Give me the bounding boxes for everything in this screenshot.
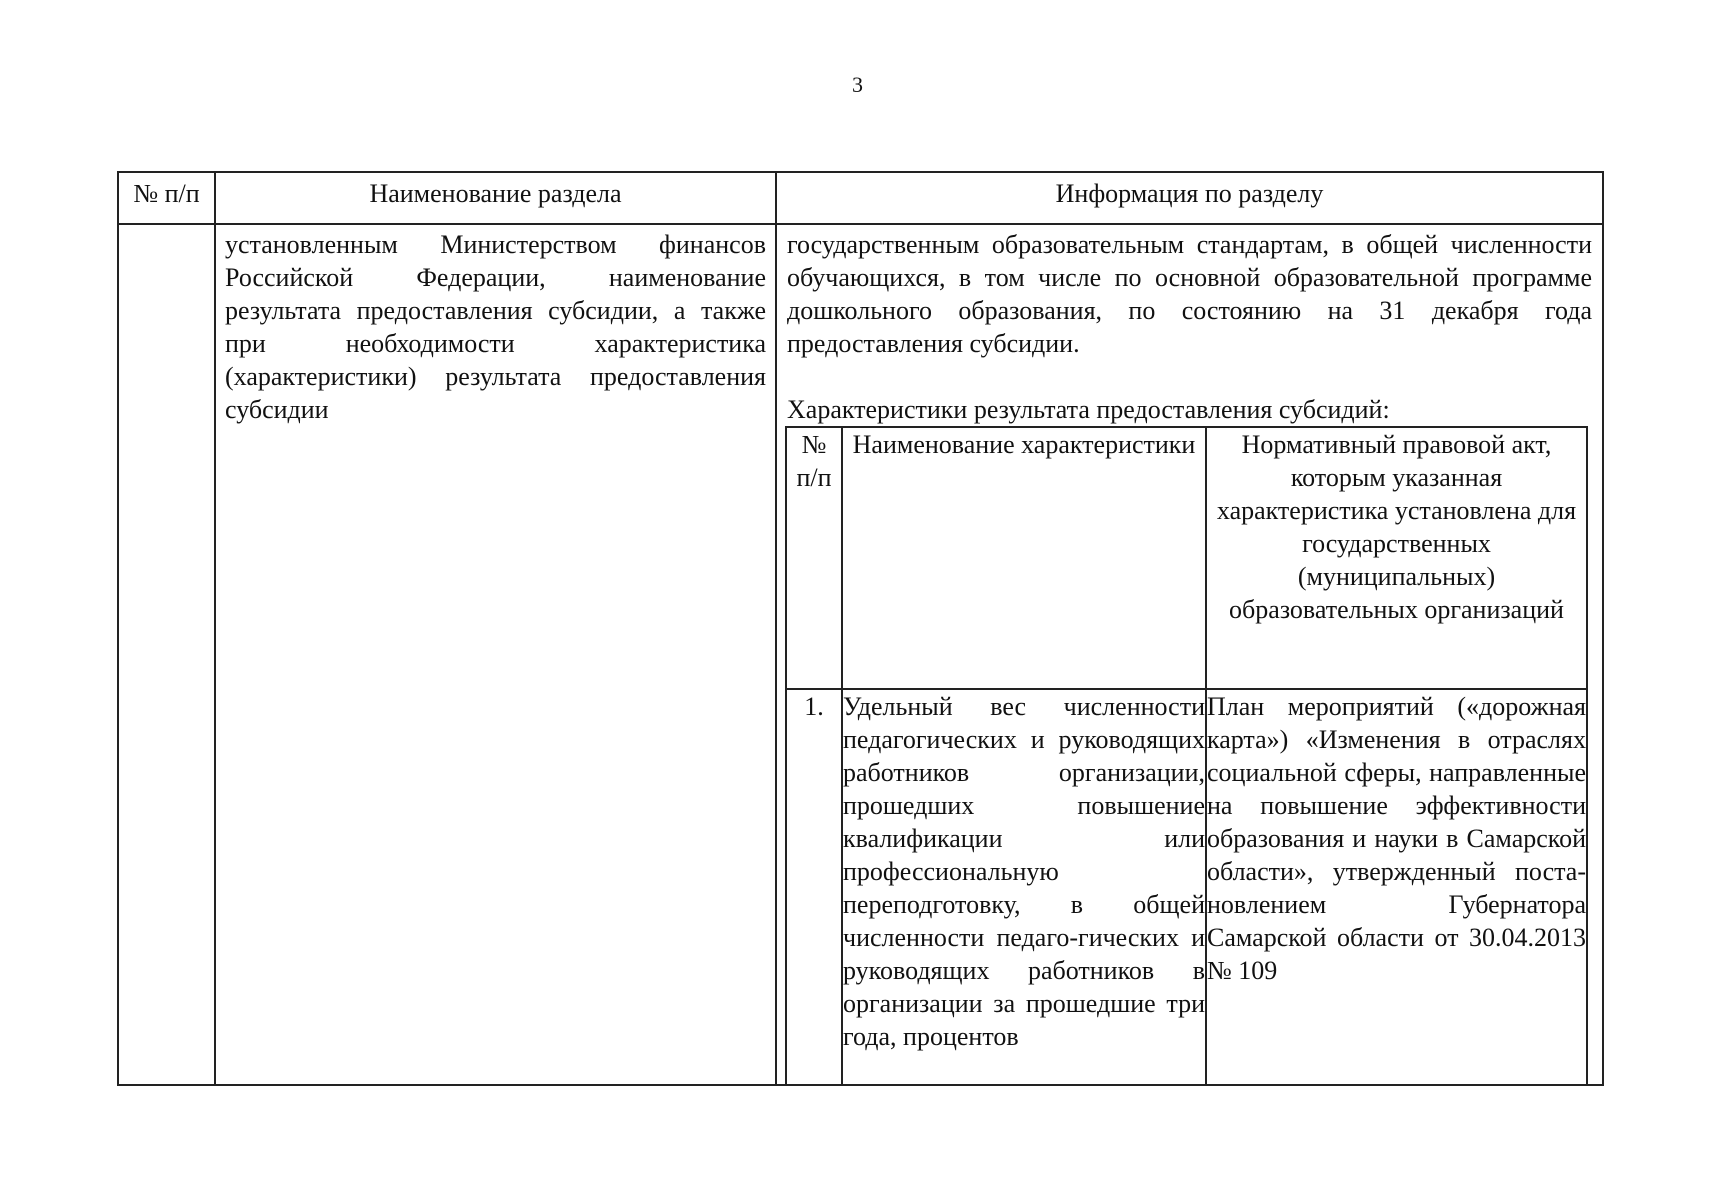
row-num <box>118 224 215 1085</box>
characteristics-row <box>786 689 1587 1085</box>
char-row-act: План мероприятий («дорожная карта») «Изменения в отраслях социальной сферы, направленные на повышение эффективности образования и науки в Самарской области», утвержденный поста-новлением Губернатора Самарской области от 30.04.2013 № 109 <box>1206 689 1587 1085</box>
char-row-name: Удельный вес численности педагогических и руководящих работников организации, прошедших повышение квалификации или профессиональную переподготовку, в общей численности педаго-гических и руководящих работников в организации за прошедшие три года, процентов <box>842 689 1206 1085</box>
characteristics-header-row <box>786 427 1587 689</box>
characteristics-title: Характеристики результата предоставления субсидий: <box>787 395 1390 424</box>
section-name-text: установленным Министерством финансов Российской Федерации, наименование результата предоставления субсидии, а также при необходимости характеристика (характеристики) результата предоставления субсидии <box>225 230 766 424</box>
row-section-info <box>776 224 1603 1085</box>
row-section-name <box>215 224 776 1085</box>
char-header-name: Наименование характеристики <box>842 427 1206 689</box>
char-header-num: № п/п <box>786 427 842 689</box>
section-info-block <box>777 225 1602 1086</box>
char-header-act: Нормативный правовой акт, которым указанная характеристика установлена для государственных (муниципальных) образовательных организаций <box>1206 427 1587 689</box>
page-number: 3 <box>852 72 863 97</box>
section-table <box>117 171 1604 1086</box>
char-row-num: 1. <box>786 689 842 1085</box>
header-num: № п/п <box>118 172 215 224</box>
characteristics-table <box>785 426 1588 1086</box>
header-section-name: Наименование раздела <box>215 172 776 224</box>
section-info-text: государственным образовательным стандартам, в общей численности обучающихся, в том числе по основной образовательной программе дошкольного образования, по состоянию на 31 декабря года предоставления субсидии. <box>787 230 1592 358</box>
header-section-info: Информация по разделу <box>776 172 1603 224</box>
section-table-header-row <box>118 172 1603 224</box>
section-table-row <box>118 224 1603 1085</box>
